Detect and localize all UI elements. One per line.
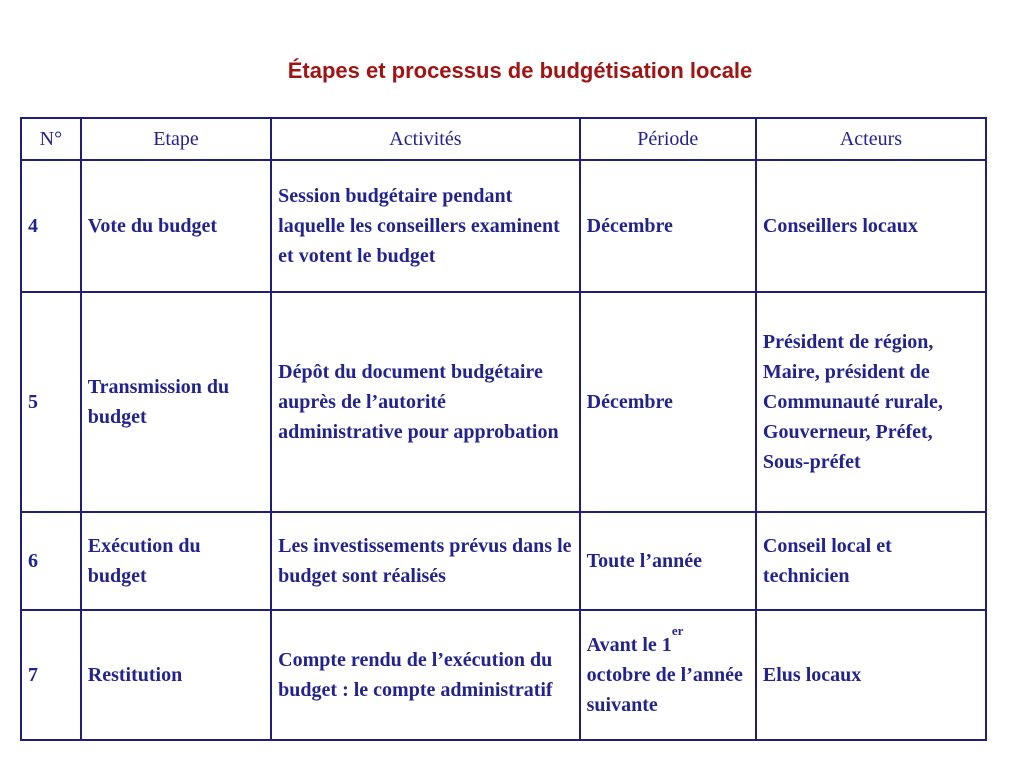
cell-num: 5 bbox=[22, 293, 82, 513]
cell-activites: Session budgétaire pendant laquelle les conseillers examinent et votent le budget bbox=[272, 161, 580, 293]
table-header-row bbox=[22, 119, 985, 161]
header-activites: Activités bbox=[272, 119, 580, 161]
header-num: N° bbox=[22, 119, 82, 161]
table-row bbox=[22, 611, 985, 739]
cell-activites: Dépôt du document budgétaire auprès de l’autorité administrative pour approbation bbox=[272, 293, 580, 513]
cell-acteurs: Elus locaux bbox=[762, 664, 862, 686]
cell-acteurs: Conseillers locaux bbox=[757, 161, 985, 293]
cell-etape: Restitution bbox=[82, 611, 272, 739]
header-acteurs: Acteurs bbox=[757, 119, 985, 161]
cell-num: 6 bbox=[22, 513, 82, 611]
budget-process-table bbox=[20, 117, 987, 741]
cell-periode: Décembre bbox=[581, 161, 757, 293]
table-row bbox=[22, 513, 985, 611]
cell-activites: Les investissements prévus dans le budget sont réalisés bbox=[272, 513, 580, 611]
cell-acteurs: Président de région, Maire, président de Communauté rurale, Gouverneur, Préfet, Sous-préfet bbox=[757, 293, 985, 513]
table-row bbox=[22, 293, 985, 513]
periode-superscript: er bbox=[671, 623, 684, 638]
periode-text-cont: octobre de l’année suivante bbox=[586, 664, 743, 716]
header-periode: Période bbox=[581, 119, 757, 161]
table-row bbox=[22, 161, 985, 293]
cell-acteurs: Conseil local et technicien bbox=[757, 513, 985, 611]
cell-num: 7 bbox=[22, 611, 82, 739]
page-title: Étapes et processus de budgétisation locale bbox=[287, 58, 753, 83]
cell-periode: Toute l’année bbox=[581, 513, 757, 611]
cell-etape: Vote du budget bbox=[82, 161, 272, 293]
cell-etape: Transmission du budget bbox=[82, 293, 272, 513]
cell-etape: Exécution du budget bbox=[82, 513, 272, 611]
cell-periode: Décembre bbox=[581, 293, 757, 513]
cell-num: 4 bbox=[22, 161, 82, 293]
header-etape: Etape bbox=[82, 119, 272, 161]
cell-periode bbox=[581, 611, 757, 739]
periode-text: Avant le 1 bbox=[586, 634, 672, 656]
cell-activites: Compte rendu de l’exécution du budget : le compte administratif bbox=[272, 611, 580, 739]
